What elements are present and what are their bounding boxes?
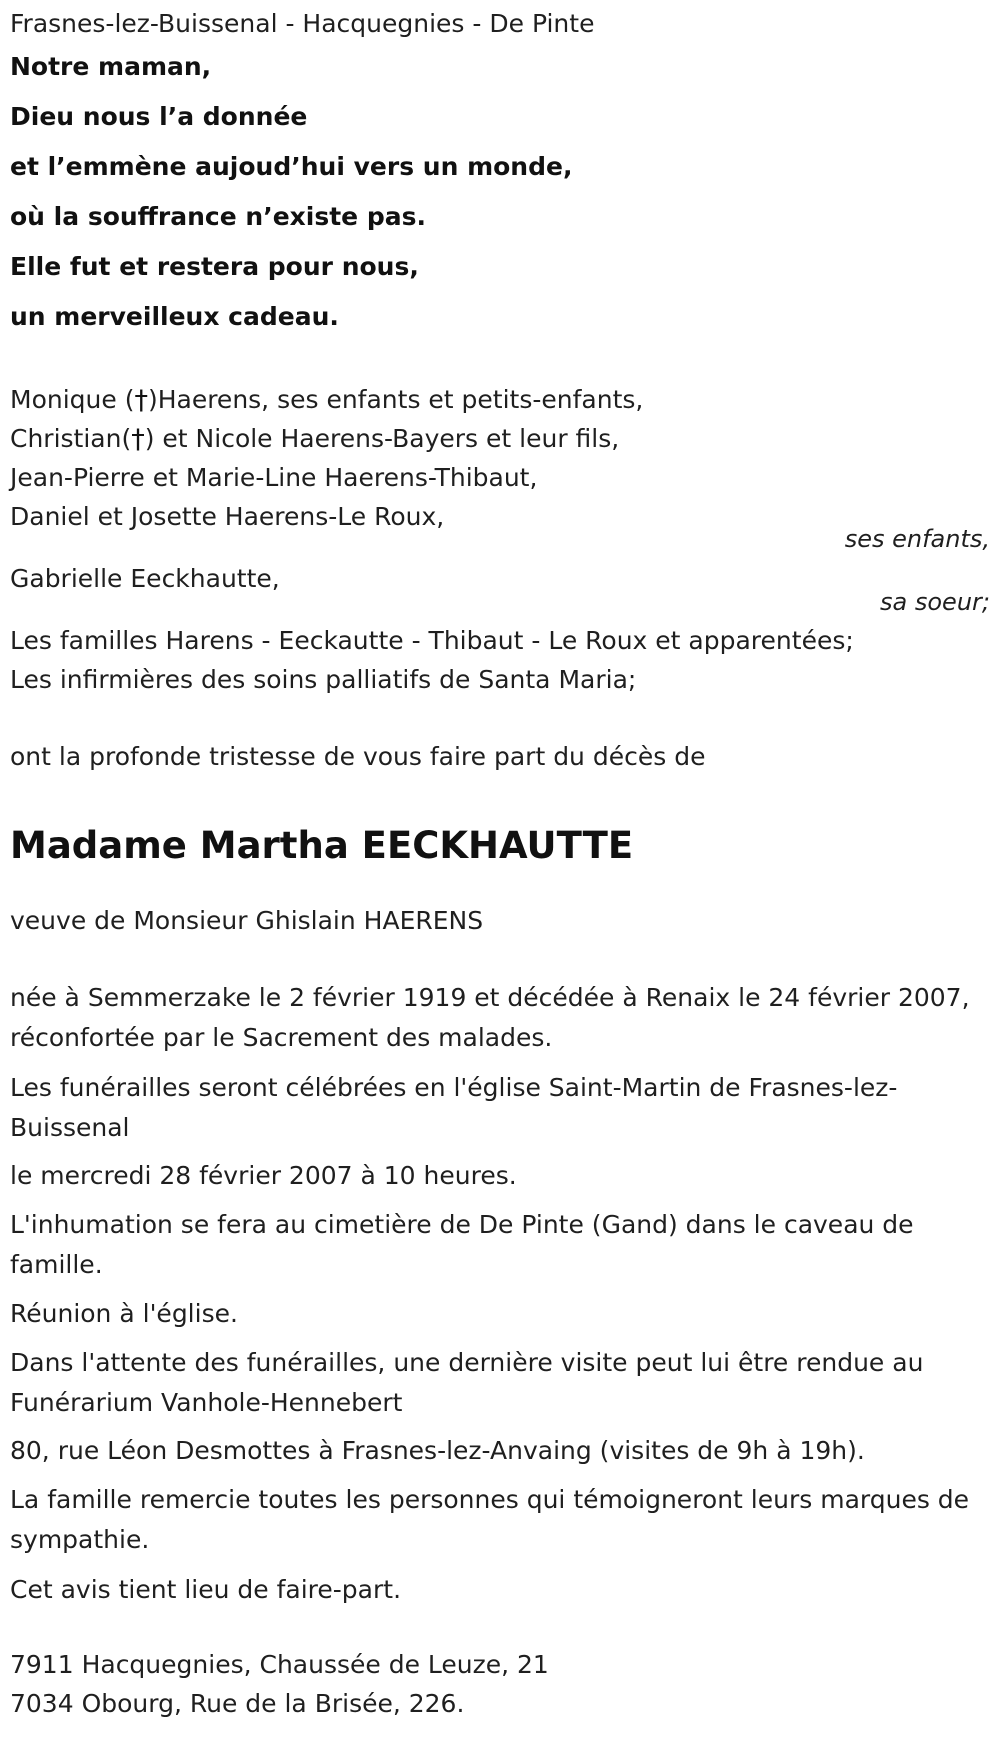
visit-details: Dans l'attente des funérailles, une dernière visite peut lui être rendue au Funérarium Vanhole-Hennebert — [10, 1348, 924, 1417]
announcement-intro: ont la profonde tristesse de vous faire part du décès de — [10, 742, 706, 771]
memorial-poem — [10, 42, 572, 342]
address-obourg: 7034 Obourg, Rue de la Brisée, 226. — [10, 1689, 465, 1718]
widow-of-line: veuve de Monsieur Ghislain HAERENS — [10, 906, 484, 935]
funeral-location: Les funérailles seront célébrées en l'église Saint-Martin de Frasnes-lez-Buissenal — [10, 1073, 898, 1142]
thanks-message: La famille remercie toutes les personnes qui témoigneront leurs marques de sympathie. — [10, 1485, 970, 1554]
palliative-nurses: Les infirmières des soins palliatifs de Santa Maria; — [10, 665, 637, 694]
cross-icon: † — [134, 385, 148, 416]
family-text: Christian( — [10, 424, 132, 453]
family-text: )Haerens, ses enfants et petits-enfants, — [147, 385, 644, 414]
poem-line: Elle fut et restera pour nous, — [10, 252, 419, 281]
location-header: Frasnes-lez-Buissenal - Hacquegnies - De Pinte — [10, 9, 595, 38]
burial-details: L'inhumation se fera au cimetière de De Pinte (Gand) dans le caveau de famille. — [10, 1210, 914, 1279]
sister-label: sa soeur; — [880, 588, 990, 616]
poem-line: où la souffrance n’existe pas. — [10, 202, 426, 231]
deceased-name: Madame Martha EECKHAUTTE — [10, 824, 634, 867]
address-hacquegnies: 7911 Hacquegnies, Chaussée de Leuze, 21 — [10, 1650, 549, 1679]
poem-line: Notre maman, — [10, 52, 212, 81]
family-text: ) et Nicole Haerens-Bayers et leur fils, — [144, 424, 620, 453]
poem-line: et l’emmène aujoud’hui vers un monde, — [10, 152, 573, 181]
poem-line: un merveilleux cadeau. — [10, 302, 339, 331]
family-line-christian — [10, 421, 619, 457]
family-text: Monique ( — [10, 385, 135, 414]
sister-name: Gabrielle Eeckhautte, — [10, 564, 280, 593]
cross-icon: † — [131, 424, 145, 455]
poem-line: Dieu nous l’a donnée — [10, 102, 308, 131]
funeral-date: le mercredi 28 février 2007 à 10 heures. — [10, 1161, 517, 1190]
family-line-jean-pierre: Jean-Pierre et Marie-Line Haerens-Thibaut, — [10, 463, 538, 492]
family-line-daniel: Daniel et Josette Haerens-Le Roux, — [10, 502, 445, 531]
funerarium-address: 80, rue Léon Desmottes à Frasnes-lez-Anvaing (visites de 9h à 19h). — [10, 1436, 865, 1465]
meeting-details: Réunion à l'église. — [10, 1299, 238, 1328]
family-line-monique — [10, 382, 643, 418]
birth-death-details: née à Semmerzake le 2 février 1919 et décédée à Renaix le 24 février 2007, réconfortée par le Sacrement des malades. — [10, 983, 970, 1052]
notice-statement: Cet avis tient lieu de faire-part. — [10, 1575, 402, 1604]
children-label: ses enfants, — [844, 525, 990, 553]
extended-families: Les familles Harens - Eeckautte - Thibaut - Le Roux et apparentées; — [10, 626, 854, 655]
